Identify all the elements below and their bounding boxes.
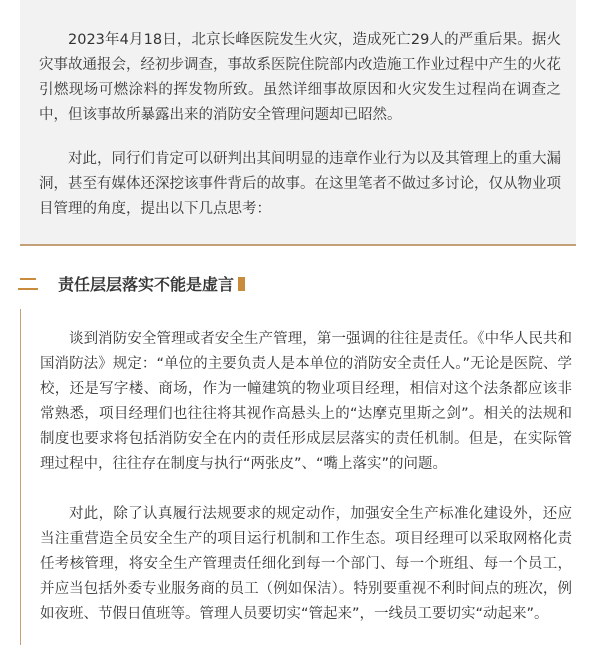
section-title-wrap bbox=[58, 270, 245, 300]
section-paragraph-2: 对此，除了认真履行法规要求的规定动作，加强安全生产标准化建设外，还应当注重营造全员安全生产的项目运行机制和工作生态。项目经理可以采取网格化责任考核管理，将安全生产管理责任细化到每一个部门、每一个班组、每一个员工，并应当包括外委专业服务商的员工（例如保洁）。特别要重视不利时间点的班次，例如夜班、节假日值班等。管理人员要切实“管起来”，一线员工要切实“动起来”。 bbox=[40, 506, 572, 622]
section-title: 责任层层落实不能是虚言 bbox=[58, 275, 235, 294]
title-end-block-icon bbox=[238, 277, 245, 291]
intro-paragraph-1: 2023年4月18日，北京长峰医院发生火灾，造成死亡29人的严重后果。据火灾事故通报会，经初步调查，事故系医院住院部内改造施工作业过程中产生的火花引燃现场可燃涂料的挥发物所致。虽然详细事故原因和火灾发生过程尚在调查之中，但该事故所暴露出来的消防安全管理问题却已昭然。 bbox=[39, 32, 561, 123]
section-number-marker bbox=[18, 270, 42, 300]
intro-paragraph-2: 对此，同行们肯定可以研判出其间明显的违章作业行为以及其管理上的重大漏洞，甚至有媒体还深挖该事件背后的故事。在这里笔者不做过多讨论，仅从物业项目管理的角度，提出以下几点思考： bbox=[39, 151, 561, 217]
section-paragraph-1: 谈到消防安全管理或者安全生产管理，第一强调的往往是责任。《中华人民共和国消防法》规定：“单位的主要负责人是本单位的消防安全责任人。”无论是医院、学校，还是写字楼、商场，作为一幢建筑的物业项目经理，相信对这个法条都应该非常熟悉，项目经理们也往往将其视作高悬头上的“达摩克里斯之剑”。相关的法规和制度也要求将包括消防安全在内的责任形成层层落实的责任机制。但是，在实际管理过程中，往往存在制度与执行“两张皮”、“嘴上落实”的问题。 bbox=[40, 331, 572, 472]
section-heading bbox=[18, 270, 578, 300]
